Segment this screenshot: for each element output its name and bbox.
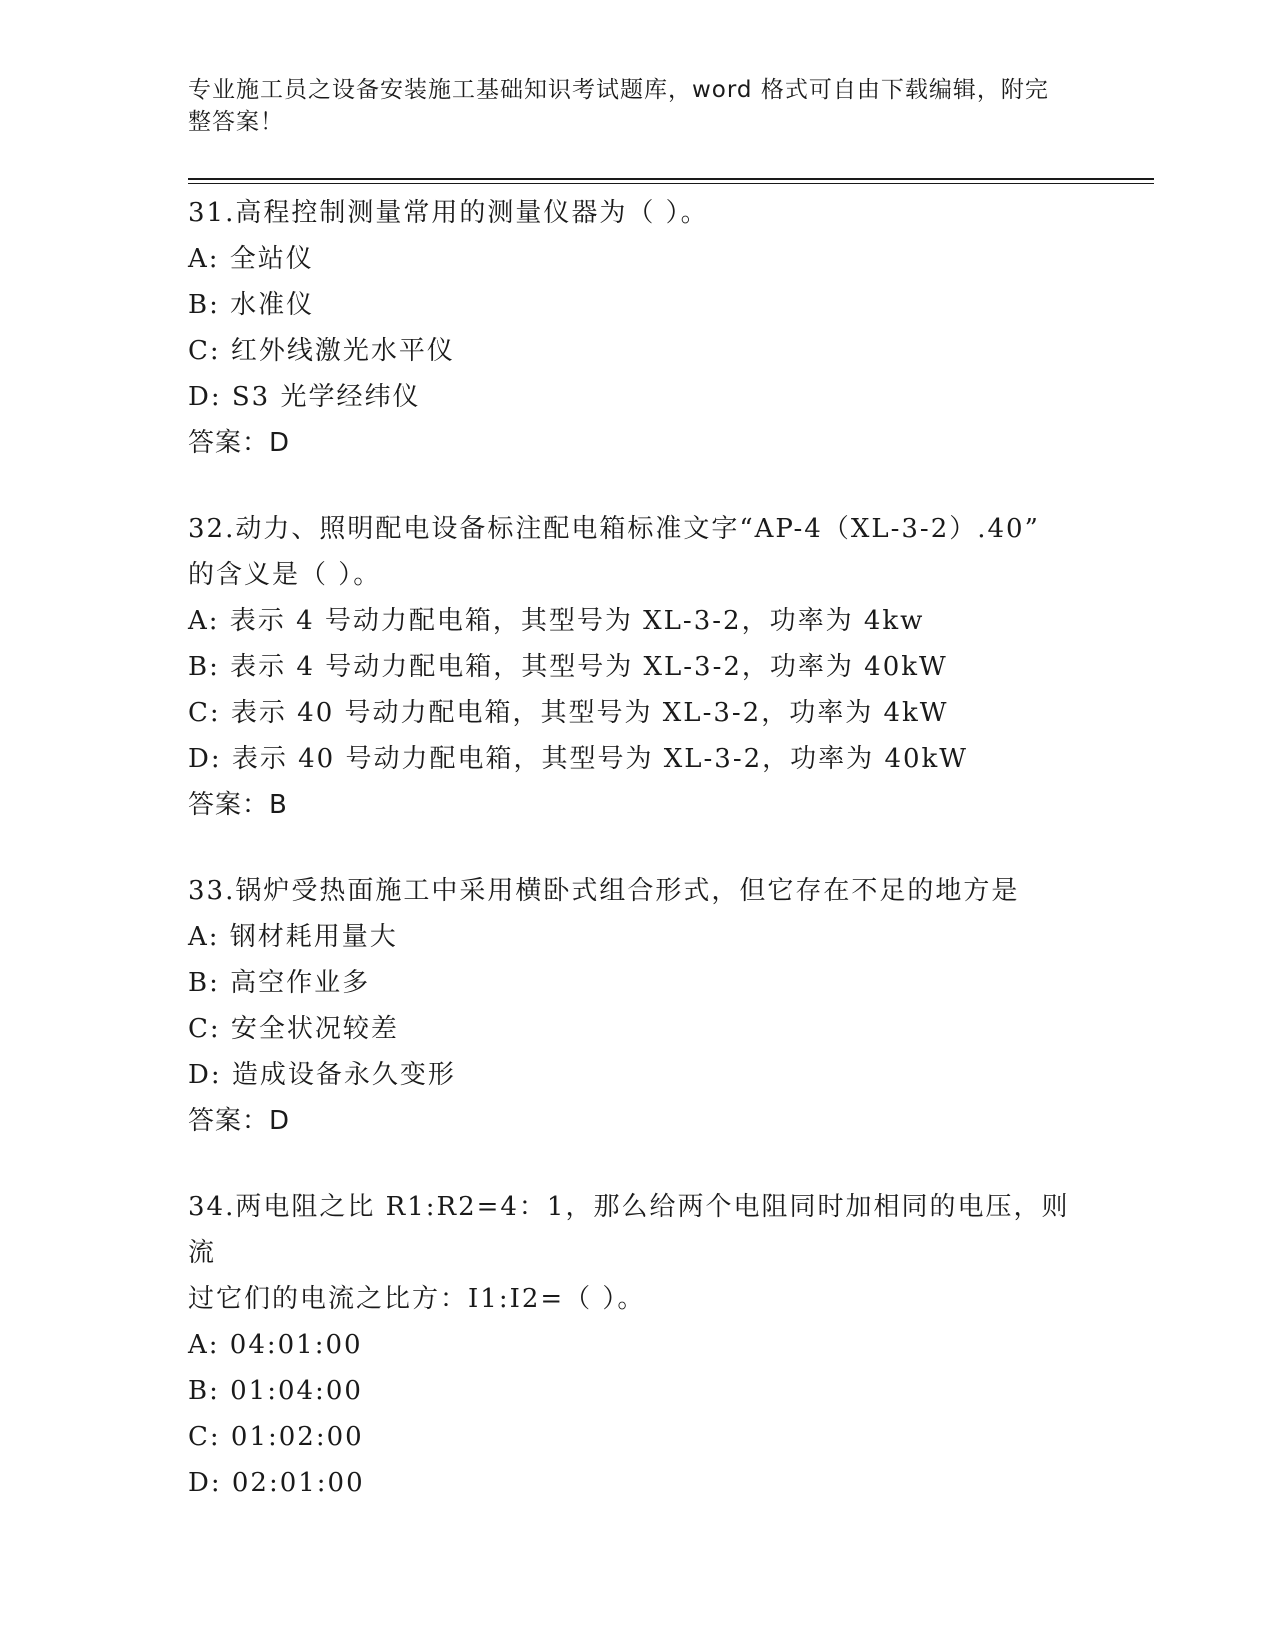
option-d: D: S3 光学经纬仪 [188, 382, 421, 412]
question-31 [188, 190, 1088, 466]
answer-label: 答案：B [188, 790, 288, 820]
option-c: C: 表示 40 号动力配电箱，其型号为 XL-3-2，功率为 4kW [188, 698, 949, 728]
question-stem: 33.锅炉受热面施工中采用横卧式组合形式，但它存在不足的地方是 [188, 876, 1020, 906]
answer-label: 答案：D [188, 428, 291, 458]
option-b: B: 高空作业多 [188, 968, 371, 998]
header-line-1: 专业施工员之设备安装施工基础知识考试题库，word 格式可自由下载编辑，附完 [188, 77, 1049, 103]
question-32 [188, 506, 1088, 828]
option-b: B: 表示 4 号动力配电箱，其型号为 XL-3-2，功率为 40kW [188, 652, 948, 682]
question-stem: 32.动力、照明配电设备标注配电箱标准文字“AP-4（XL-3-2）.40” [188, 514, 1040, 544]
header-line-2: 整答案！ [188, 109, 284, 135]
question-list [188, 190, 1088, 1546]
document-header [188, 74, 1088, 138]
option-d: D: 02:01:00 [188, 1468, 365, 1498]
option-d: D: 造成设备永久变形 [188, 1060, 456, 1090]
option-c: C: 01:02:00 [188, 1422, 364, 1452]
option-a: A: 全站仪 [188, 244, 314, 274]
question-stem: 31.高程控制测量常用的测量仪器为（ ）。 [188, 198, 709, 228]
option-a: A: 钢材耗用量大 [188, 922, 398, 952]
question-34 [188, 1184, 1088, 1506]
option-c: C: 红外线激光水平仪 [188, 336, 455, 366]
option-a: A: 04:01:00 [188, 1330, 363, 1360]
question-33 [188, 868, 1088, 1144]
question-stem-continued: 过它们的电流之比方：I1:I2=（ ）。 [188, 1284, 646, 1314]
question-stem: 34.两电阻之比 R1:R2=4：1，那么给两个电阻同时加相同的电压，则流 [188, 1192, 1070, 1268]
option-c: C: 安全状况较差 [188, 1014, 399, 1044]
option-a: A: 表示 4 号动力配电箱，其型号为 XL-3-2，功率为 4kw [188, 606, 925, 636]
option-b: B: 01:04:00 [188, 1376, 363, 1406]
question-stem-continued: 的含义是（ ）。 [188, 560, 382, 590]
option-d: D: 表示 40 号动力配电箱，其型号为 XL-3-2，功率为 40kW [188, 744, 969, 774]
option-b: B: 水准仪 [188, 290, 315, 320]
header-divider-thin [188, 183, 1154, 184]
header-divider-thick [188, 178, 1154, 180]
answer-label: 答案：D [188, 1106, 291, 1136]
